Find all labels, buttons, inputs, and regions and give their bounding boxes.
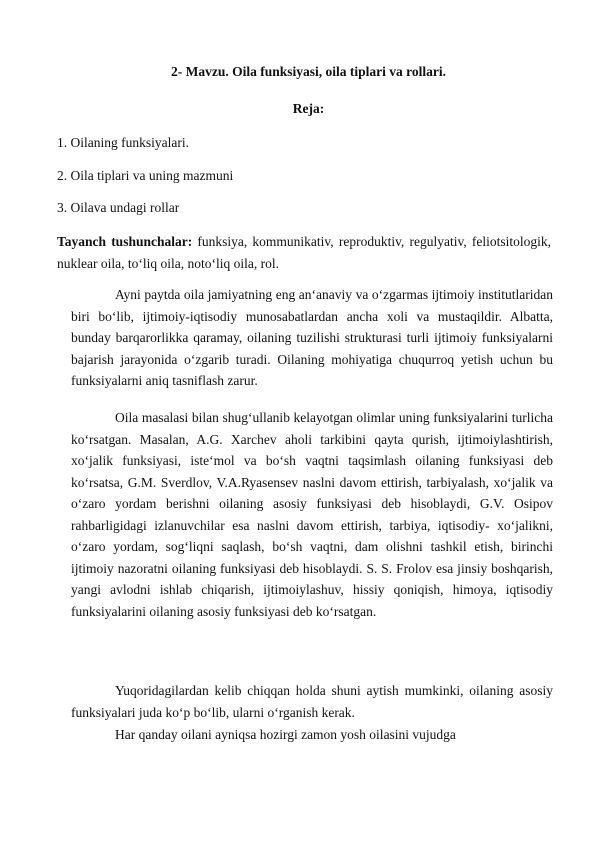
key-concepts-text: funksiya, kommunikativ, reproduktiv, regulyativ, feliotsitologik, nuklear oila, to‘liq oila, noto‘liq oila, rol. bbox=[57, 234, 551, 271]
paragraph-1: Ayni paytda oila jamiyatning eng an‘anaviy va o‘zgarmas ijtimoiy institutlaridan biri bo‘lib, ijtimoiy-iqtisodiy munosabatlardan ancha xoli va mustaqildir. Albatta, bunday barqarorlikka qaramay, oilaning tuzilishi strukturasi turli ijtimoiy funksiyalarni bajarish jarayonida o‘zgarib turadi. Oilaning mohiyatiga chuqurroq yetish uchun bu funksiyalarni aniq tasniflash zarur. bbox=[71, 287, 553, 388]
paragraph-3: Yuqoridagilardan kelib chiqqan holda shuni aytish mumkinki, oilaning asosiy funksiyalari juda ko‘p bo‘lib, ularni o‘rganish kerak. bbox=[71, 683, 553, 720]
key-concepts-label: Tayanch tushunchalar: bbox=[57, 234, 193, 249]
key-concepts bbox=[57, 231, 551, 275]
plan-item-1: 1. Oilaning funksiyalari. bbox=[57, 135, 189, 150]
plan-item-3: 3. Oilava undagi rollar bbox=[57, 200, 180, 215]
paragraph-4: Har qanday oilani ayniqsa hozirgi zamon yosh oilasini vujudga bbox=[115, 727, 456, 742]
paragraph-2: Oila masalasi bilan shug‘ullanib kelayotgan olimlar uning funksiyalarini turlicha ko‘rsatgan. Masalan, A.G. Xarchev aholi tarkibini qayta qurish, ijtimoiylashtirish, xo‘jalik funksiyasi, iste‘mol va bo‘sh vaqtni taqsimlash oilaning funksiyasi deb ko‘rsatsa, G.M. Sverdlov, V.A.Ryasensev naslni davom ettirish, tarbiyalash, xo‘jalik va o‘zaro yordam berishni oilaning asosiy funksiyasi deb hisoblaydi, G.V. Osipov rahbarligidagi izlanuvchilar esa naslni davom ettirish, tarbiya, iqtisodiy- xo‘jalikni, o‘zaro yordam, sog‘liqni saqlash, bo‘sh vaqtni, dam olishni tashkil etish, birinchi ijtimoiy nazoratni oilaning funksiyasi deb hisoblaydi. S. S. Frolov esa jinsiy boshqarish, yangi avlodni ishlab chiqarish, ijtimoiylashuv, hissiy qoniqish, himoya, iqtisodiy funksiyalarini oilaning asosiy funksiyasi deb ko‘rsatgan. bbox=[71, 410, 553, 619]
plan-item-2: 2. Oila tiplari va uning mazmuni bbox=[57, 168, 234, 183]
topic-title: 2- Mavzu. Oila funksiyasi, oila tiplari va rollari. bbox=[170, 64, 446, 79]
plan-heading: Reja: bbox=[292, 101, 325, 116]
